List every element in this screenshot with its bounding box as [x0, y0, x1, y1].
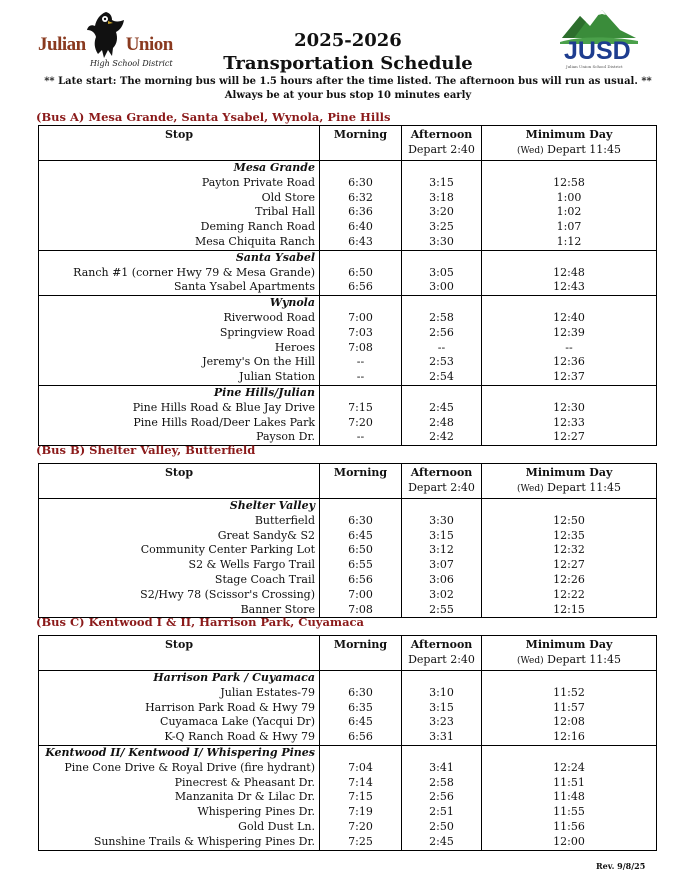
table-row: Julian Station -- 2:54 12:37 — [39, 370, 657, 385]
table-row: Springview Road 7:03 2:56 12:39 — [39, 326, 657, 341]
table-row: Whispering Pines Dr. 7:19 2:51 11:55 — [39, 805, 657, 820]
table-row: Santa Ysabel Apartments 6:56 3:00 12:43 — [39, 280, 657, 295]
table-row: Pine Hills Road/Deer Lakes Park 7:20 2:48 12:33 — [39, 416, 657, 431]
table-row: Riverwood Road 7:00 2:58 12:40 — [39, 311, 657, 326]
table-row: S2/Hwy 78 (Scissor's Crossing) 7:00 3:02 12:22 — [39, 588, 657, 603]
table-row: S2 & Wells Fargo Trail 6:55 3:07 12:27 — [39, 558, 657, 573]
group-row: Wynola — [39, 296, 657, 311]
col-minimum-day: Minimum Day (Wed) Depart 11:45 — [482, 126, 657, 161]
col-afternoon: Afternoon Depart 2:40 — [402, 464, 482, 499]
col-minimum-day: Minimum Day (Wed) Depart 11:45 — [482, 636, 657, 671]
table-row: Pine Cone Drive & Royal Drive (fire hydrant) 7:04 3:41 12:24 — [39, 761, 657, 776]
table-row: Banner Store 7:08 2:55 12:15 — [39, 603, 657, 618]
bus-a-header: (Bus A) Mesa Grande, Santa Ysabel, Wynola, Pine Hills — [36, 110, 391, 124]
group-row: Pine Hills/Julian — [39, 385, 657, 400]
table-row: Ranch #1 (corner Hwy 79 & Mesa Grande) 6:50 3:05 12:48 — [39, 266, 657, 281]
table-row: Payson Dr. -- 2:42 12:27 — [39, 430, 657, 445]
logo-subtitle: High School District — [90, 59, 173, 68]
table-row: Deming Ranch Road 6:40 3:25 1:07 — [39, 220, 657, 235]
bus-b-table — [38, 463, 657, 618]
table-row: Pinecrest & Pheasant Dr. 7:14 2:58 11:51 — [39, 776, 657, 791]
table-row: Mesa Chiquita Ranch 6:43 3:30 1:12 — [39, 235, 657, 250]
group-row: Harrison Park / Cuyamaca — [39, 671, 657, 686]
arrival-note: Always be at your bus stop 10 minutes early — [224, 90, 472, 101]
logo-wordmark: Julian Union — [38, 34, 173, 55]
table-header-row — [39, 636, 657, 671]
table-row: Heroes 7:08 -- -- — [39, 341, 657, 356]
bus-c-table — [38, 635, 657, 851]
group-row: Shelter Valley — [39, 499, 657, 514]
table-row: Stage Coach Trail 6:56 3:06 12:26 — [39, 573, 657, 588]
page-title: Transportation Schedule — [223, 53, 473, 74]
group-row: Kentwood II/ Kentwood I/ Whispering Pines — [39, 745, 657, 760]
table-row: K-Q Ranch Road & Hwy 79 6:56 3:31 12:16 — [39, 730, 657, 745]
table-row: Cuyamaca Lake (Yacqui Dr) 6:45 3:23 12:08 — [39, 715, 657, 730]
table-header-row — [39, 464, 657, 499]
col-stop: Stop — [39, 126, 320, 161]
table-row: Community Center Parking Lot 6:50 3:12 12:32 — [39, 543, 657, 558]
table-row: Harrison Park Road & Hwy 79 6:35 3:15 11:57 — [39, 701, 657, 716]
late-start-note: ** Late start: The morning bus will be 1.5 hours after the time listed. The afternoon bus will run as usual. ** — [44, 76, 652, 87]
bus-a-table — [38, 125, 657, 446]
group-row: Mesa Grande — [39, 161, 657, 176]
table-row: Jeremy's On the Hill -- 2:53 12:36 — [39, 355, 657, 370]
col-morning: Morning — [320, 126, 402, 161]
col-morning: Morning — [320, 464, 402, 499]
table-row: Sunshine Trails & Whispering Pines Dr. 7:25 2:45 12:00 — [39, 835, 657, 850]
table-row: Butterfield 6:30 3:30 12:50 — [39, 514, 657, 529]
table-row: Gold Dust Ln. 7:20 2:50 11:56 — [39, 820, 657, 835]
table-row: Old Store 6:32 3:18 1:00 — [39, 191, 657, 206]
table-row: Manzanita Dr & Lilac Dr. 7:15 2:56 11:48 — [39, 790, 657, 805]
table-row: Tribal Hall 6:36 3:20 1:02 — [39, 205, 657, 220]
table-row: Pine Hills Road & Blue Jay Drive 7:15 2:45 12:30 — [39, 401, 657, 416]
table-row: Great Sandy& S2 6:45 3:15 12:35 — [39, 529, 657, 544]
logo-abbreviation: JUSD — [564, 37, 631, 65]
revision-date: Rev. 9/8/25 — [596, 861, 646, 871]
table-row: Julian Estates-79 6:30 3:10 11:52 — [39, 686, 657, 701]
table-header-row — [39, 126, 657, 161]
col-stop: Stop — [39, 636, 320, 671]
schedule-year: 2025-2026 — [294, 30, 402, 51]
col-stop: Stop — [39, 464, 320, 499]
col-morning: Morning — [320, 636, 402, 671]
col-afternoon: Afternoon Depart 2:40 — [402, 126, 482, 161]
col-afternoon: Afternoon Depart 2:40 — [402, 636, 482, 671]
group-row: Santa Ysabel — [39, 250, 657, 265]
logo-caption: Julian Union School District — [566, 64, 623, 69]
bus-b-header: (Bus B) Shelter Valley, Butterfield — [36, 443, 256, 457]
table-row: Payton Private Road 6:30 3:15 12:58 — [39, 176, 657, 191]
bus-c-header: (Bus C) Kentwood I & II, Harrison Park, Cuyamaca — [36, 615, 365, 629]
col-minimum-day: Minimum Day (Wed) Depart 11:45 — [482, 464, 657, 499]
